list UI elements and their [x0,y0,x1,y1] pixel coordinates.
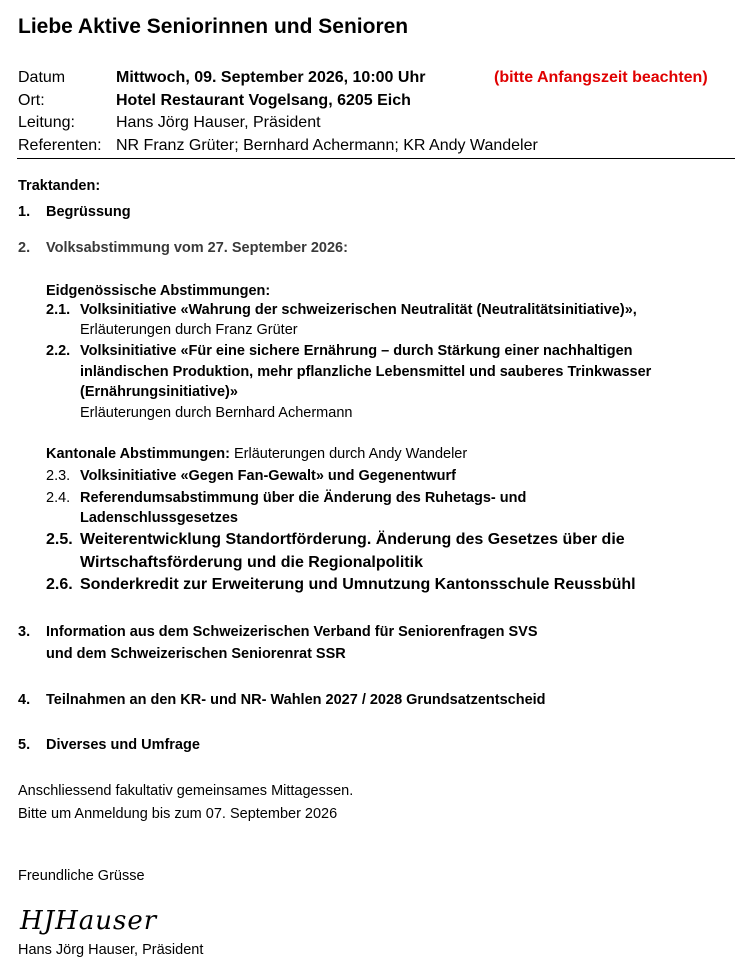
federal-heading: Eidgenössische Abstimmungen: [46,283,271,299]
referenten-label: Referenten: [18,137,102,154]
item-2-5-line1: Weiterentwicklung Standortförderung. Änderung des Gesetzes über die [80,531,625,548]
agenda-heading: Traktanden: [18,178,101,194]
item-3-number: 3. [18,624,31,640]
datum-value: Mittwoch, 09. September 2026, 10:00 Uhr [116,69,426,86]
cantonal-note: Erläuterungen durch Andy Wandeler [233,446,468,462]
item-2-2-line3: (Ernährungsinitiative)» [80,384,238,400]
item-2-3-text: Volksinitiative «Gegen Fan-Gewalt» und Gegenentwurf [80,468,456,484]
closing-registration: Bitte um Anmeldung bis zum 07. September 2026 [18,806,338,822]
item-2-6-text: Sonderkredit zur Erweiterung und Umnutzung Kantonsschule Reussbühl [80,576,636,593]
closing-lunch: Anschliessend fakultativ gemeinsames Mittagessen. [18,783,354,799]
item-5-text: Diverses und Umfrage [46,737,200,753]
item-2-2-line4: Erläuterungen durch Bernhard Achermann [80,405,353,421]
item-5-number: 5. [18,737,31,753]
item-2-text: Volksabstimmung vom 27. September 2026: [46,240,348,256]
item-2-5-number: 2.5. [46,531,73,548]
item-2-1-line1: Volksinitiative «Wahrung der schweizerischen Neutralität (Neutralitätsinitiative)», [80,302,637,318]
item-1-text: Begrüssung [46,204,131,220]
referenten-value: NR Franz Grüter; Bernhard Achermann; KR Andy Wandeler [116,137,538,154]
item-2-2-number: 2.2. [46,343,71,359]
leitung-value: Hans Jörg Hauser, Präsident [116,114,321,131]
leitung-label: Leitung: [18,114,75,131]
handwritten-signature: HJHauser [20,906,158,936]
item-1-number: 1. [18,204,31,220]
item-4-number: 4. [18,692,31,708]
item-3-line2: und dem Schweizerischen Seniorenrat SSR [46,646,346,662]
item-2-2-line1: Volksinitiative «Für eine sichere Ernährung – durch Stärkung einer nachhaltigen [80,343,633,359]
signer-name: Hans Jörg Hauser, Präsident [18,942,204,958]
ort-label: Ort: [18,92,45,109]
ort-value: Hotel Restaurant Vogelsang, 6205 Eich [116,92,411,109]
item-2-4-number: 2.4. [46,490,71,506]
item-2-1-line2: Erläuterungen durch Franz Grüter [80,322,298,338]
item-2-5-line2: Wirtschaftsförderung und die Regionalpolitik [80,554,423,571]
datum-label: Datum [18,69,66,86]
item-2-3-number: 2.3. [46,468,71,484]
start-time-note: (bitte Anfangszeit beachten) [494,69,708,86]
item-2-4-line1: Referendumsabstimmung über die Änderung des Ruhetags- und [80,490,527,506]
item-2-6-number: 2.6. [46,576,73,593]
item-4-text: Teilnahmen an den KR- und NR- Wahlen 2027 / 2028 Grundsatzentscheid [46,692,546,708]
item-2-2-line2: inländischen Produktion, mehr pflanzliche Lebensmittel und sauberes Trinkwasser [80,364,652,380]
item-3-line1: Information aus dem Schweizerischen Verband für Seniorenfragen SVS [46,624,538,640]
greeting: Freundliche Grüsse [18,868,145,884]
page-title: Liebe Aktive Seniorinnen und Senioren [18,15,409,38]
cantonal-heading: Kantonale Abstimmungen: [46,446,230,462]
item-2-4-line2: Ladenschlussgesetzes [80,510,238,526]
item-2-number: 2. [18,240,31,256]
header-divider [17,158,735,159]
item-2-1-number: 2.1. [46,302,71,318]
cantonal-heading-row [46,446,467,462]
